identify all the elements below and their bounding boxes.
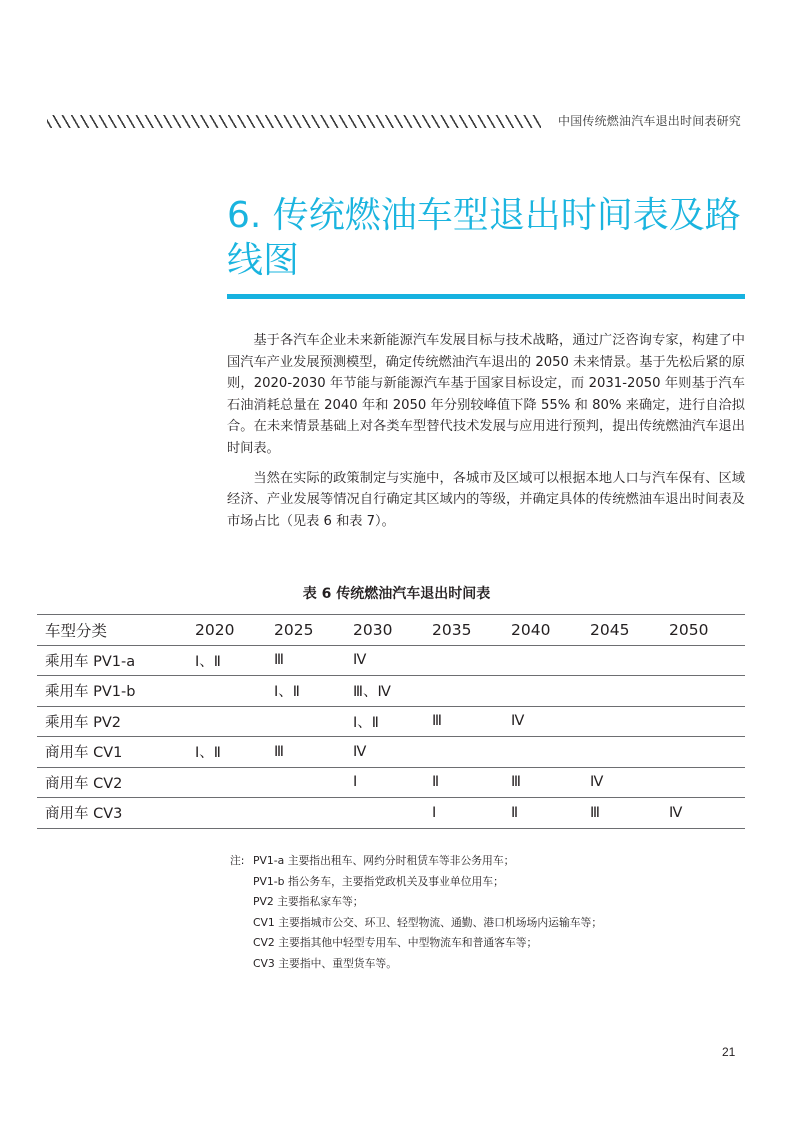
- table-cell: Ⅲ: [590, 798, 669, 829]
- page-number: 21: [722, 1045, 736, 1059]
- table-cell: [669, 676, 745, 707]
- chapter-title: 6. 传统燃油车型退出时间表及路线图: [227, 195, 741, 281]
- vehicle-category-cell: 商用车 CV1: [37, 737, 195, 768]
- body-paragraph-2: 当然在实际的政策制定与实施中，各城市及区域可以根据本地人口与汽车保有、区域经济、产业发展等情况自行确定其区域内的等级，并确定具体的传统燃油车退出时间表及市场占比（见表 6 和表 7）。: [227, 470, 745, 529]
- table-cell: Ⅰ、Ⅱ: [195, 645, 274, 676]
- table-cell: Ⅱ: [511, 798, 590, 829]
- note-row: [230, 892, 602, 913]
- table-header-row: [37, 615, 745, 646]
- table-cell: [511, 737, 590, 768]
- column-header-year: 2050: [669, 615, 745, 646]
- table-notes: [230, 851, 602, 975]
- table-cell: [669, 706, 745, 737]
- note-row: [230, 851, 602, 872]
- table-row: [37, 706, 745, 737]
- table-cell: Ⅳ: [353, 737, 432, 768]
- body-paragraph-1: 基于各汽车企业未来新能源汽车发展目标与技术战略，通过广泛咨询专家，构建了中国汽车产业发展预测模型，确定传统燃油汽车退出的 2050 未来情景。基于先松后紧的原则，2020-2030 年节能与新能源汽车基于国家目标设定，而 2031-2050 年则基于汽车石油消耗总量在 2040 年和 2050 年分别较峰值下降 55% 和 80% 来确定，进行自洽拟合。在未来情景基础上对各类车型替代技术发展与应用进行预判，提出传统燃油汽车退出时间表。: [227, 333, 745, 456]
- vehicle-category-cell: 乘用车 PV2: [37, 706, 195, 737]
- note-row: [230, 872, 602, 893]
- table-cell: [590, 645, 669, 676]
- table-cell: [511, 676, 590, 707]
- table-row: [37, 767, 745, 798]
- table-cell: [590, 737, 669, 768]
- table-row: [37, 798, 745, 829]
- table-cell: [669, 767, 745, 798]
- column-header-year: 2040: [511, 615, 590, 646]
- running-header-title: 中国传统燃油汽车退出时间表研究: [558, 114, 742, 128]
- column-header-year: 2020: [195, 615, 274, 646]
- note-row: [230, 954, 602, 975]
- column-header-year: 2035: [432, 615, 511, 646]
- table-cell: Ⅳ: [669, 798, 745, 829]
- table-cell: [432, 645, 511, 676]
- table-cell: Ⅳ: [511, 706, 590, 737]
- note-label: 注:: [230, 854, 245, 867]
- table-cell: Ⅲ: [432, 706, 511, 737]
- vehicle-category-cell: 商用车 CV3: [37, 798, 195, 829]
- table-cell: [669, 737, 745, 768]
- table-cell: [432, 676, 511, 707]
- table-row: [37, 645, 745, 676]
- header-hatch-decoration: [47, 115, 541, 128]
- vehicle-category-cell: 商用车 CV2: [37, 767, 195, 798]
- note-item: PV2 主要指私家车等；: [253, 895, 364, 909]
- vehicle-category-cell: 乘用车 PV1-b: [37, 676, 195, 707]
- table-cell: [353, 798, 432, 829]
- table-cell: Ⅲ: [511, 767, 590, 798]
- note-item: CV1 主要指城市公交、环卫、轻型物流、通勤、港口机场场内运输车等；: [253, 915, 603, 929]
- title-underline-rule: [227, 294, 745, 299]
- column-header-category: 车型分类: [37, 615, 195, 646]
- table-cell: Ⅲ、Ⅳ: [353, 676, 432, 707]
- note-item: PV1-b 指公务车，主要指党政机关及事业单位用车；: [253, 874, 504, 888]
- column-header-year: 2030: [353, 615, 432, 646]
- table-cell: Ⅰ: [353, 767, 432, 798]
- table-row: [37, 676, 745, 707]
- table-cell: [195, 798, 274, 829]
- table-cell: [511, 645, 590, 676]
- table-cell: Ⅳ: [353, 645, 432, 676]
- table-cell: Ⅰ: [432, 798, 511, 829]
- note-item: CV2 主要指其他中轻型专用车、中型物流车和普通客车等；: [253, 936, 538, 950]
- table-cell: Ⅳ: [590, 767, 669, 798]
- table-cell: [195, 706, 274, 737]
- table-cell: [195, 767, 274, 798]
- table-caption: 表 6 传统燃油汽车退出时间表: [302, 586, 491, 602]
- note-row: [230, 933, 602, 954]
- vehicle-category-cell: 乘用车 PV1-a: [37, 645, 195, 676]
- table-cell: Ⅰ、Ⅱ: [195, 737, 274, 768]
- body-text: [227, 330, 745, 540]
- table-row: [37, 737, 745, 768]
- table-cell: Ⅲ: [274, 737, 353, 768]
- table-cell: [432, 737, 511, 768]
- table-cell: [195, 676, 274, 707]
- table-cell: Ⅰ、Ⅱ: [274, 676, 353, 707]
- table-cell: Ⅱ: [432, 767, 511, 798]
- table-cell: [669, 645, 745, 676]
- table-cell: Ⅰ、Ⅱ: [353, 706, 432, 737]
- note-item: PV1-a 主要指出租车、网约分时租赁车等非公务用车；: [253, 854, 515, 867]
- table-cell: Ⅲ: [274, 645, 353, 676]
- table-cell: [590, 706, 669, 737]
- note-row: [230, 913, 602, 934]
- table-cell: [274, 706, 353, 737]
- exit-timetable: [37, 614, 745, 829]
- note-item: CV3 主要指中、重型货车等。: [253, 956, 397, 970]
- column-header-year: 2045: [590, 615, 669, 646]
- table-cell: [274, 798, 353, 829]
- table-cell: [274, 767, 353, 798]
- column-header-year: 2025: [274, 615, 353, 646]
- table-cell: [590, 676, 669, 707]
